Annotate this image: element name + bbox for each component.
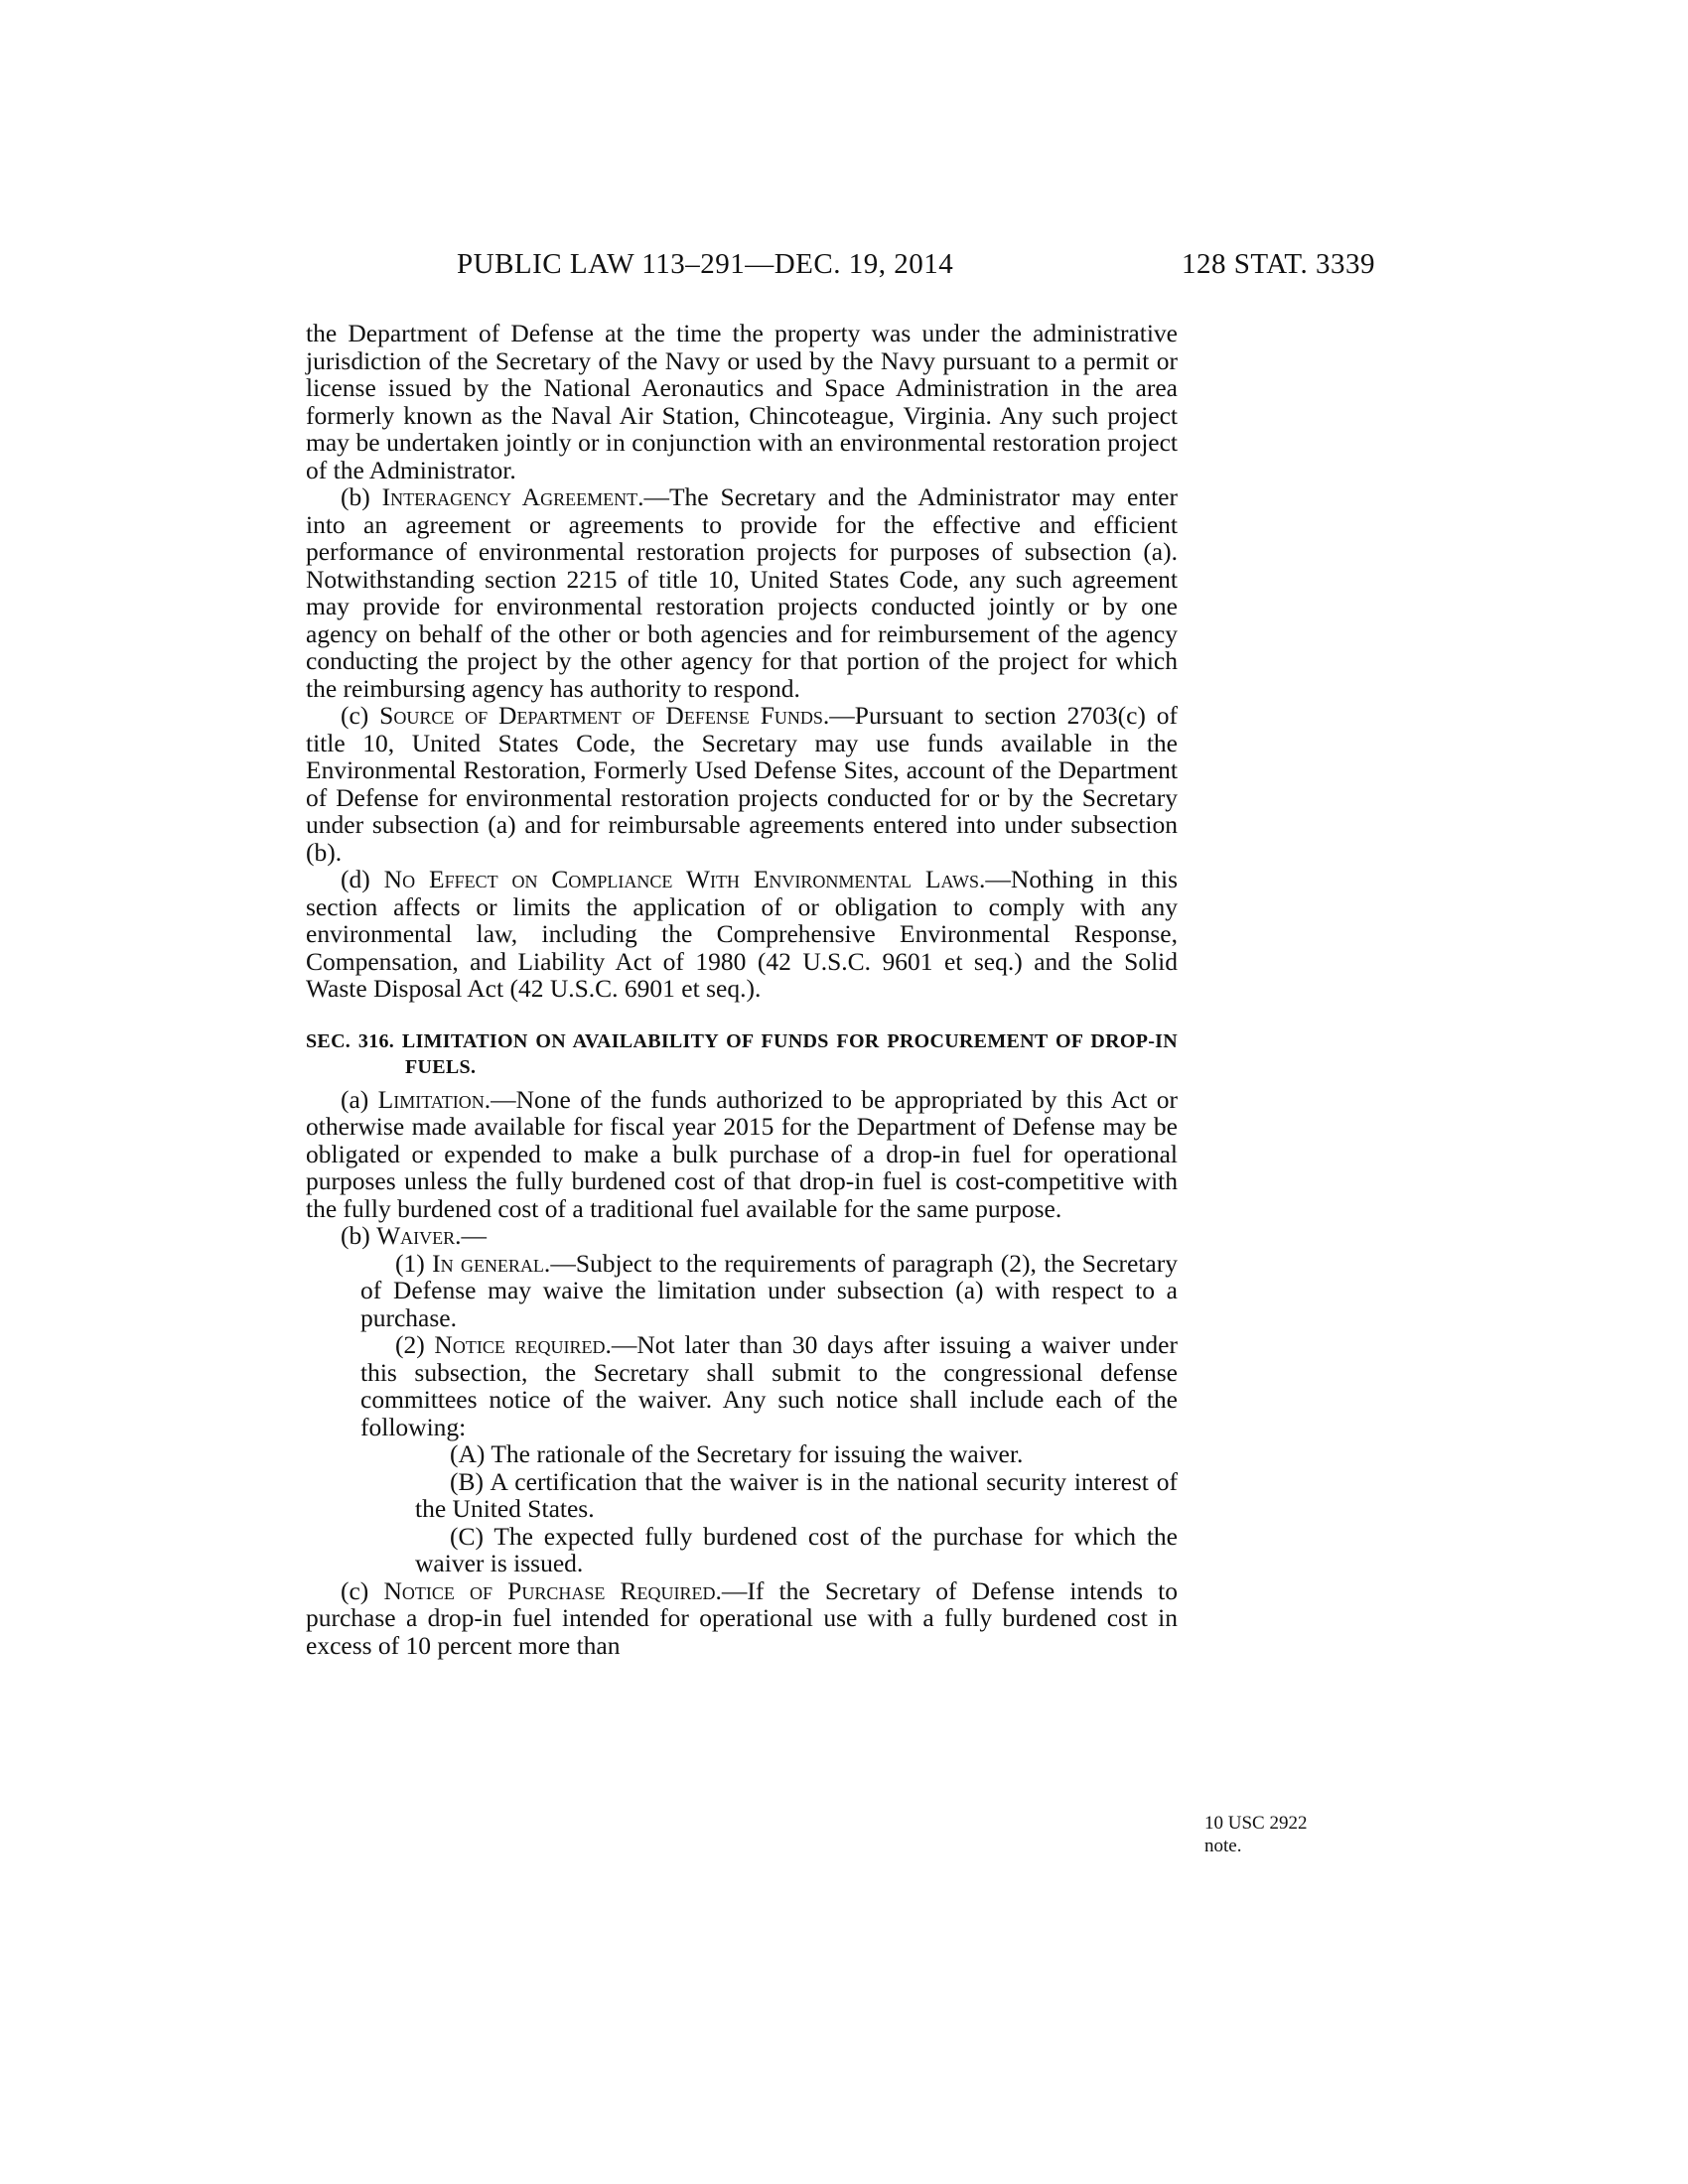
running-header — [457, 248, 1375, 288]
sec316-subsection-c-notice-of-purchase: (c) Notice of Purchase Required.—If the Secretary of Defense intends to purchase a drop-in fuel intended for operational use with a fully burdened cost in excess of 10 percent more than — [306, 1575, 1178, 1660]
margin-note-line: 10 USC 2922 — [1204, 1813, 1308, 1834]
subparagraph-c: (C) The expected fully burdened cost of the purchase for which the waiver is issued. — [415, 1521, 1178, 1577]
paragraph-continuation: the Department of Defense at the time the property was under the administrative jurisdiction of the Secretary of the Navy or used by the Navy pursuant to a permit or license issued by the National Aeronautics and Space Administration in the area formerly known as the Naval Air Station, Chincoteague, Virginia. Any such project may be undertaken jointly or in conjunction with an environmental restoration project of the Administrator. — [306, 319, 1178, 484]
subparagraph-b: (B) A certification that the waiver is in the national security interest of the United States. — [415, 1466, 1178, 1523]
subsection-heading: Waiver. — [376, 1221, 462, 1250]
running-head-title: PUBLIC LAW 113–291—DEC. 19, 2014 — [457, 248, 954, 280]
subparagraph-a: (A) The rationale of the Secretary for issuing the waiver. — [450, 1439, 1024, 1468]
paragraph-heading: In general. — [432, 1248, 551, 1278]
section-316-heading: SEC. 316. LIMITATION ON AVAILABILITY OF FUNDS FOR PROCUREMENT OF DROP-IN FUELS. — [306, 1029, 1178, 1078]
paragraph-heading: Notice required. — [434, 1330, 612, 1359]
subsection-heading: Source of Department of Defense Funds. — [379, 701, 830, 730]
subsection-heading: No Effect on Compliance With Environmental Laws. — [383, 865, 986, 893]
subsection-heading: Interagency Agreement. — [381, 482, 644, 511]
subsection-d-no-effect: (d) No Effect on Compliance With Environmental Laws.—Nothing in this section affects or limits the application of or obligation to comply with any environmental law, including the Comprehensive Environmental Response, Compensation, and Liability Act of 1980 (42 U.S.C. 9601 et seq.) and the Solid Waste Disposal Act (42 U.S.C. 6901 et seq.). — [306, 865, 1179, 1003]
paragraph-1-in-general: (1) In general.—Subject to the requirements of paragraph (2), the Secretary of Defense may waive the limitation under subsection (a) with respect to a purchase. — [360, 1248, 1178, 1332]
margin-note-citation — [1204, 1812, 1334, 1857]
subsection-heading: Limitation. — [377, 1084, 492, 1114]
paragraph-2-notice-required: (2) Notice required.—Not later than 30 days after issuing a waiver under this subsection, the Secretary shall submit to the congressional defense committees notice of the waiver. Any such notice shall include each of the following: — [360, 1330, 1178, 1441]
sec316-subsection-b-waiver: (b) Waiver.— — [341, 1221, 488, 1250]
page-body — [306, 320, 1178, 1659]
margin-note-line: note. — [1204, 1836, 1242, 1856]
subsection-b-interagency-agreement: (b) Interagency Agreement.—The Secretary and the Administrator may enter into an agreement or agreements to provide for the effective and efficient performance of environmental restoration projects for purposes of subsection (a). Notwithstanding section 2215 of title 10, United States Code, any such agreement may provide for environmental restoration projects conducted jointly or by one agency on behalf of the other or both agencies and for reimbursement of the agency conducting the project by the other agency for that portion of the project for which the reimbursing agency has authority to respond. — [306, 482, 1178, 703]
sec316-subsection-a-limitation: (a) Limitation.—None of the funds authorized to be appropriated by this Act or otherwise made available for fiscal year 2015 for the Department of Defense may be obligated or expended to make a bulk purchase of a drop-in fuel for operational purposes unless the fully burdened cost of that drop-in fuel is cost-competitive with the fully burdened cost of a traditional fuel available for the same purpose. — [306, 1084, 1178, 1223]
page-number: 128 STAT. 3339 — [1181, 248, 1375, 280]
subsection-c-source-of-funds: (c) Source of Department of Defense Funds.—Pursuant to section 2703(c) of title 10, United States Code, the Secretary may use funds available in the Environmental Restoration, Formerly Used Defense Sites, account of the Department of Defense for environmental restoration projects conducted for or by the Secretary under subsection (a) and for reimbursable agreements entered into under subsection (b). — [306, 701, 1179, 867]
subsection-heading: Notice of Purchase Required. — [383, 1575, 722, 1605]
